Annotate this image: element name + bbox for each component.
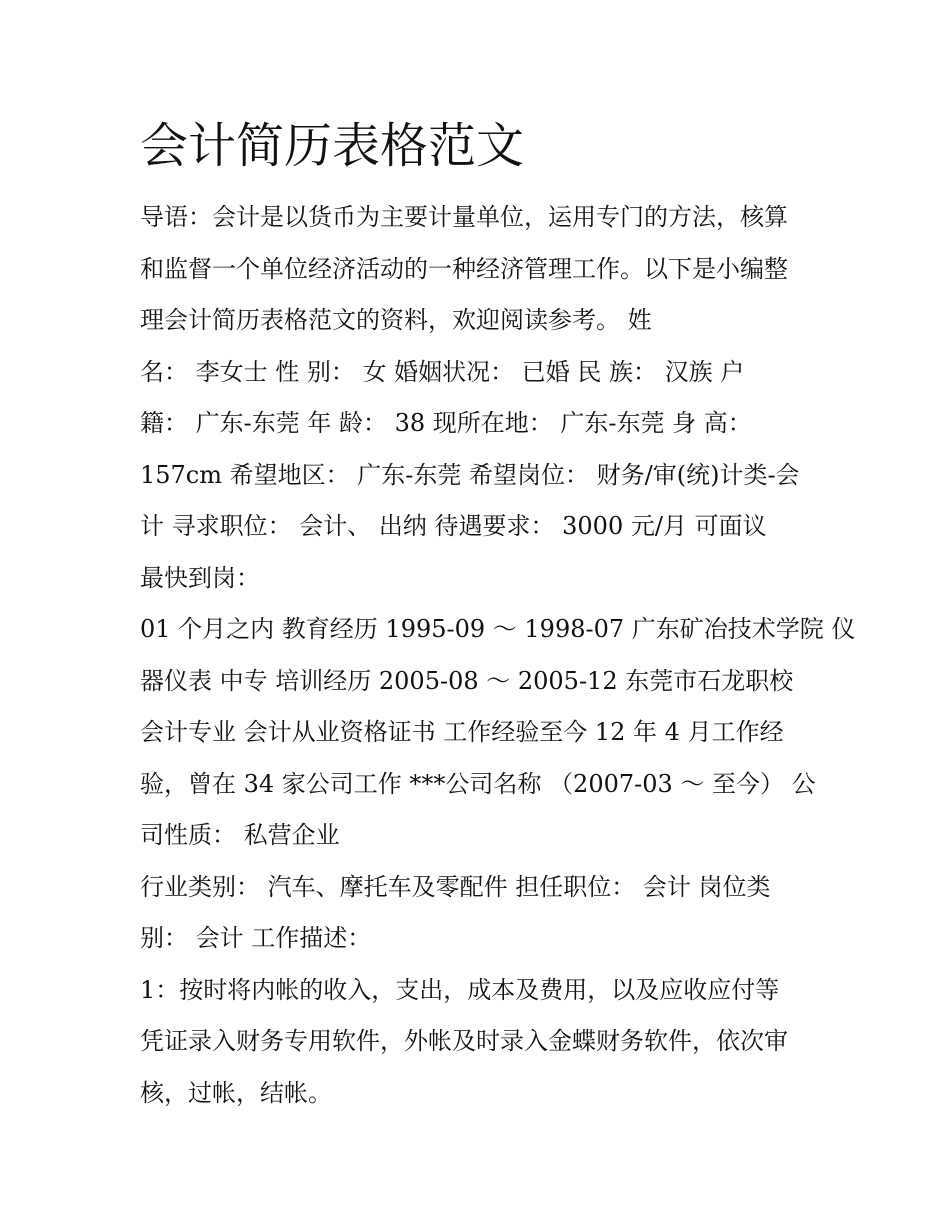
body-line: 理会计简历表格范文的资料，欢迎阅读参考。 姓 [140,306,652,334]
document-title: 会计简历表格范文 [140,118,525,174]
body-line: 籍： 广东-东莞 年 龄： 38 现所在地： 广东-东莞 身 高： [140,409,752,437]
body-line: 会计专业 会计从业资格证书 工作经验至今 12 年 4 月工作经 [140,718,784,746]
body-line: 行业类别： 汽车、摩托车及零配件 担任职位： 会计 岗位类 [140,873,771,901]
body-line: 最快到岗： [140,564,260,592]
body-line: 1：按时将内帐的收入，支出，成本及费用，以及应收应付等 [140,976,780,1004]
body-line: 凭证录入财务专用软件，外帐及时录入金蝶财务软件，依次审 [140,1027,788,1055]
body-line: 名： 李女士 性 别： 女 婚姻状况： 已婚 民 族： 汉族 户 [140,358,745,386]
body-line: 导语：会计是以货币为主要计量单位，运用专门的方法，核算 [140,203,788,231]
body-line: 157cm 希望地区： 广东-东莞 希望岗位： 财务/审(统)计类-会 [140,461,800,489]
body-line: 司性质： 私营企业 [140,821,340,849]
body-line: 01 个月之内 教育经历 1995-09 ～ 1998-07 广东矿冶技术学院 仪 [140,615,856,643]
body-line: 计 寻求职位： 会计、 出纳 待遇要求： 3000 元/月 可面议 [140,512,767,540]
body-line: 和监督一个单位经济活动的一种经济管理工作。以下是小编整 [140,255,788,283]
body-line: 器仪表 中专 培训经历 2005-08 ～ 2005-12 东莞市石龙职校 [140,667,794,695]
body-line: 核，过帐，结帐。 [140,1079,332,1107]
body-line: 别： 会计 工作描述： [140,924,372,952]
body-line: 验，曾在 34 家公司工作 ***公司名称 （2007-03 ～ 至今） 公 [140,770,816,798]
